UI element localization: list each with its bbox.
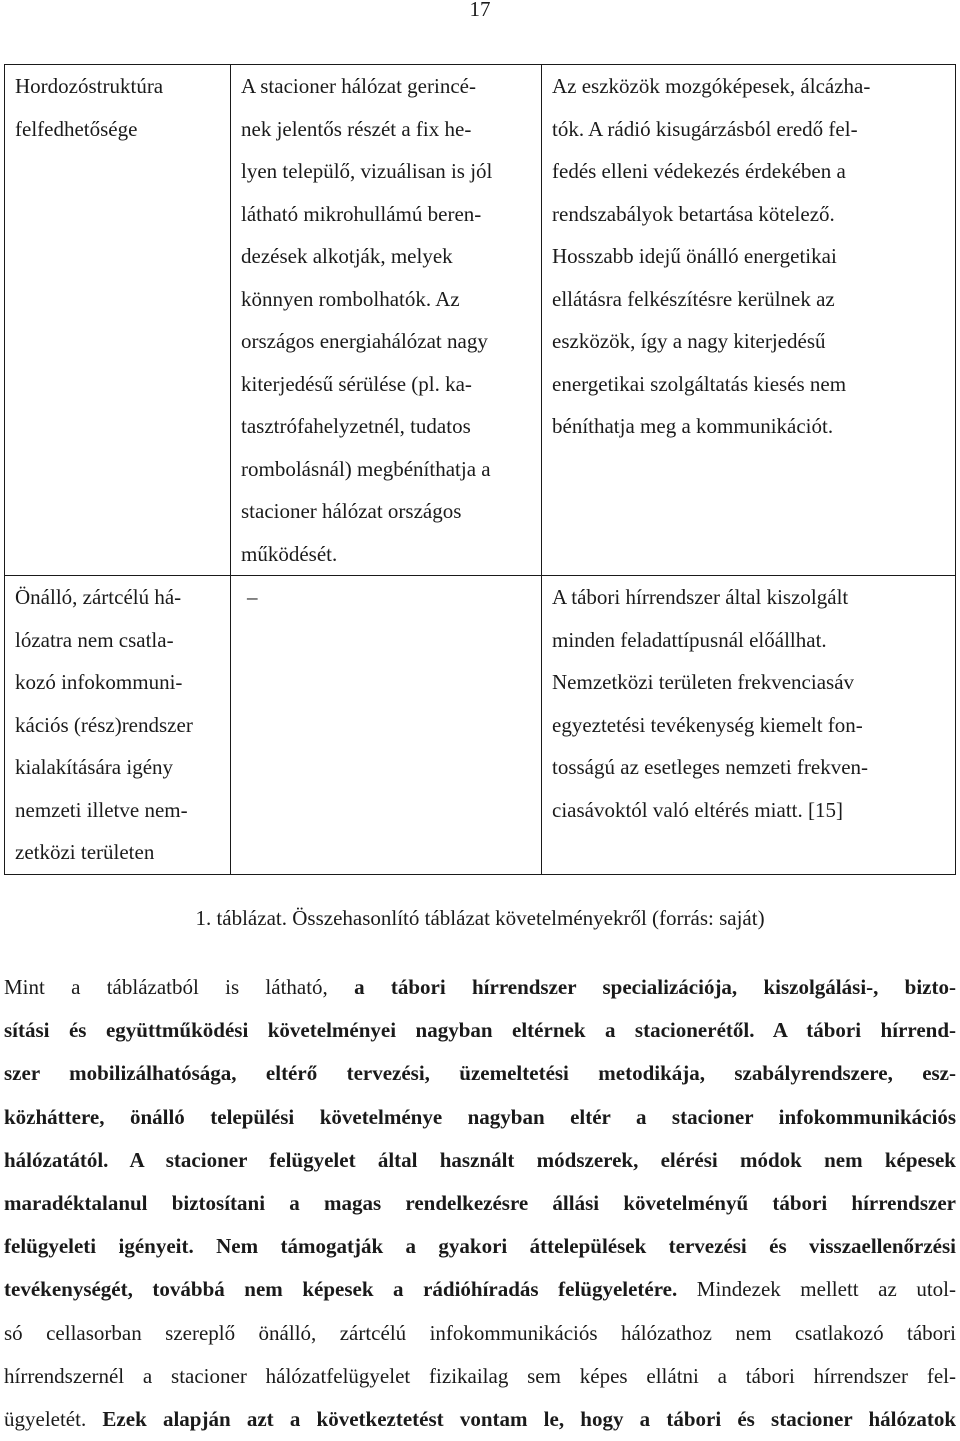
cell-line: – [247,585,258,609]
cell-line: A stacioner hálózat gerincé- [241,74,476,98]
cell-line: stacioner hálózat országos [241,499,462,523]
paragraph-bold-text: közháttere, önálló települési követelménye nagyban eltér a stacioner infokommunikációs [4,1104,956,1129]
cell-line: Önálló, zártcélú há- [15,585,182,609]
paragraph-line-8 [4,1268,956,1311]
cell-line: lózatra nem csatla- [15,627,174,652]
cell-line: egyeztetési tevékenység kiemelt fon- [552,712,863,737]
cell-line: ciasávoktól való eltérés miatt. [15] [552,797,843,822]
paragraph-bold-text: a tábori hírrendszer specializációja, kiszolgálási-, bizto- [354,975,956,999]
table-cell-col3 [542,576,956,875]
cell-line: béníthatja meg a kommunikációt. [552,414,834,438]
cell-line: tosságú az esetleges nemzeti frekven- [552,755,869,779]
cell-line: ellátásra felkészítésre kerülnek az [552,286,835,311]
cell-line: könnyen rombolhatók. Az [241,286,460,311]
table-cell-col2 [231,65,542,576]
cell-line: Az eszközök mozgóképesek, álcázha- [552,74,871,98]
cell-line: kiterjedésű sérülése (pl. ka- [241,371,472,396]
table-row [5,576,956,875]
cell-line: kozó infokommuni- [15,670,183,694]
paragraph-text: ügyeletét. [4,1407,103,1432]
cell-line: Hordozóstruktúra [15,74,164,98]
caption-label: 1. táblázat. [195,906,287,930]
paragraph-line-10 [4,1355,956,1398]
caption-text: Összehasonlító táblázat követelményekről (forrás: saját) [286,906,765,930]
cell-line: működését. [241,541,338,566]
cell-line: minden feladattípusnál előállhat. [552,627,827,652]
cell-line: tók. A rádió kisugárzásból eredő fel- [552,116,858,141]
cell-line: tasztrófahelyzetnél, tudatos [241,414,471,438]
paragraph-line-7 [4,1225,956,1268]
paragraph-text: Mindezek mellett az utol- [677,1277,956,1302]
paragraph-line-9 [4,1312,956,1355]
cell-line: eszközök, így a nagy kiterjedésű [552,329,826,353]
cell-line: A tábori hírrendszer által kiszolgált [552,585,849,609]
table-cell-col1 [5,65,231,576]
table-row [5,65,956,576]
paragraph-line-3 [4,1052,956,1095]
paragraph-bold-text: maradéktalanul biztosítani a magas rendelkezésre állási követelményű tábori hírrendszer [4,1191,956,1216]
cell-line: rombolásnál) megbéníthatja a [241,456,491,481]
table-cell-col3 [542,65,956,576]
table-cell-col1 [5,576,231,875]
cell-line: fedés elleni védekezés érdekében a [552,159,846,183]
cell-line: kialakítására igény [15,755,174,779]
cell-line: rendszabályok betartása kötelező. [552,201,835,226]
paragraph-bold-text: sítási és együttműködési követelményei nagyban eltérnek a stacionerétől. A tábori hírrend- [4,1018,956,1043]
paragraph-line-11 [4,1398,956,1441]
paragraph-bold-text: szer mobilizálhatósága, eltérő tervezési, üzemeltetési metodikája, szabályrendszere, esz- [4,1061,956,1086]
cell-line: látható mikrohullámú beren- [241,201,482,226]
paragraph-bold-text: Ezek alapján azt a következtetést vontam le, hogy a tábori és stacioner hálózatok [102,1407,956,1432]
paragraph-line-5 [4,1139,956,1182]
page-number: 17 [469,0,491,21]
paragraph-line-4 [4,1096,956,1139]
cell-line: lyen települő, vizuálisan is jól [241,159,493,183]
cell-line: energetikai szolgáltatás kiesés nem [552,371,847,396]
table-cell-col2 [231,576,542,875]
paragraph-line-6 [4,1182,956,1225]
cell-line: országos energiahálózat nagy [241,329,488,353]
paragraph-bold-text: tevékenységét, továbbá nem képesek a rádióhíradás felügyeletére. [4,1277,678,1302]
cell-line: Nemzetközi területen frekvenciasáv [552,670,855,694]
cell-line: dezések alkotják, melyek [241,244,453,268]
paragraph-bold-text: hálózatától. A stacioner felügyelet által használt módszerek, elérési módok nem képesek [4,1147,956,1172]
paragraph-line-1 [4,966,956,1009]
cell-line: kációs (rész)rendszer [15,712,193,737]
paragraph-text: hírrendszernél a stacioner hálózatfelügyelet fizikailag sem képes ellátni a tábori hírrendszer fel- [4,1363,956,1388]
table-caption [0,898,960,938]
cell-line: Hosszabb idejű önálló energetikai [552,244,837,268]
body-paragraph [4,966,956,1441]
cell-line: felfedhetősége [15,116,138,141]
paragraph-text: só cellasorban szereplő önálló, zártcélú infokommunikációs hálózathoz nem csatlakozó tábori [4,1320,956,1345]
paragraph-bold-text: felügyeleti igényeit. Nem támogatják a gyakori áttelepülések tervezési és visszaellenőrzési [4,1234,956,1259]
cell-line: zetközi területen [15,840,155,864]
comparison-table [4,64,956,875]
cell-line: nemzeti illetve nem- [15,797,188,822]
paragraph-line-2 [4,1009,956,1052]
cell-line: nek jelentős részét a fix he- [241,116,472,141]
paragraph-text: Mint a táblázatból is látható, [4,975,355,999]
